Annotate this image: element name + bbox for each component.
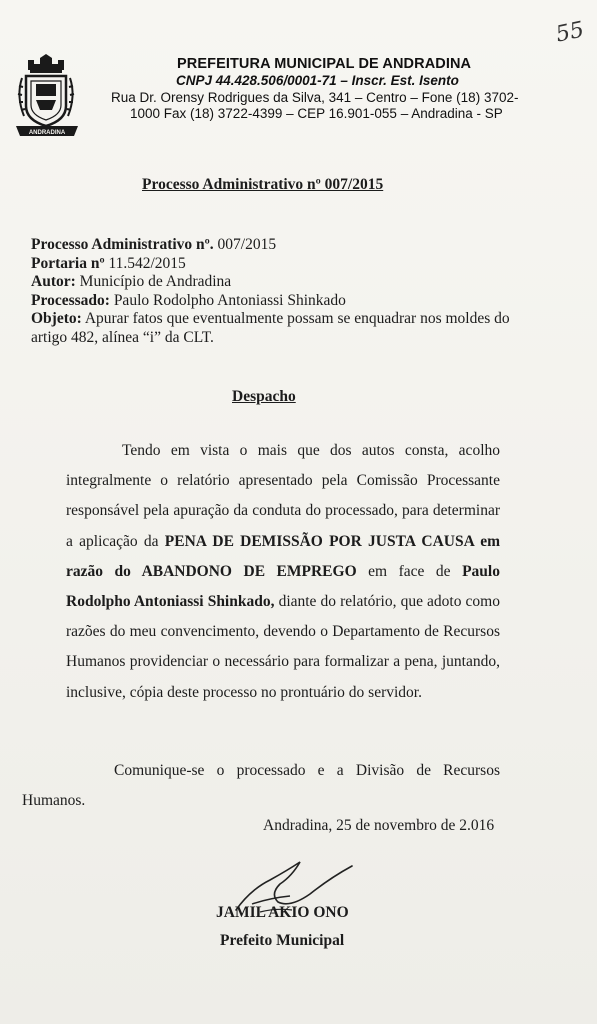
comunique-paragraph xyxy=(22,756,500,816)
header-address-line-1: Rua Dr. Orensy Rodrigues da Silva, 341 – Centro – Fone (18) 3702- xyxy=(111,90,519,105)
despacho-text-3: diante do relatório, que adoto como razões do meu convencimento, devendo o Departamento de Recursos Humanos providenciar o necessário para formalizar a pena, juntando, inclusive, cópia deste processo no prontuário do servidor. xyxy=(66,593,500,701)
meta-objeto-label: Objeto: xyxy=(31,310,82,328)
process-metadata xyxy=(31,236,511,348)
meta-processo xyxy=(31,236,511,255)
despacho-title: Despacho xyxy=(232,388,296,405)
meta-objeto xyxy=(31,310,511,347)
header-cnpj: CNPJ 44.428.506/0001-71 – Inscr. Est. Isento xyxy=(176,73,459,88)
comunique-text: Comunique-se o processado e a Divisão de Recursos Humanos. xyxy=(22,762,500,810)
despacho-bold-penalty: PENA DE DEMISSÃO POR JUSTA CAUSA em razão do ABANDONO DE EMPREGO xyxy=(66,532,500,580)
meta-portaria-label: Portaria nº xyxy=(31,254,105,272)
meta-processado-label: Processado: xyxy=(31,291,110,309)
despacho-text-2: em face de xyxy=(356,562,463,580)
date-line: Andradina, 25 de novembro de 2.016 xyxy=(263,817,495,834)
svg-text:ANDRADINA: ANDRADINA xyxy=(28,130,66,136)
despacho-body xyxy=(66,436,500,708)
header-address-line-2: 1000 Fax (18) 3722-4399 – CEP 16.901-055 – Andradina - SP xyxy=(130,106,503,121)
meta-processo-value: 007/2015 xyxy=(213,236,277,253)
signer-role: Prefeito Municipal xyxy=(220,932,345,949)
meta-autor xyxy=(31,273,511,292)
signer-name: JAMIL AKIO ONO xyxy=(216,904,349,921)
despacho-bold-name: Paulo Rodolpho Antoniassi Shinkado, xyxy=(66,562,500,611)
header-title: PREFEITURA MUNICIPAL DE ANDRADINA xyxy=(177,56,472,72)
meta-objeto-value: Apurar fatos que eventualmente possam se enquadrar nos moldes do artigo 482, alínea “i” da CLT. xyxy=(31,310,510,346)
meta-autor-value: Município de Andradina xyxy=(75,273,232,291)
page-number-handwritten: 55 xyxy=(553,17,587,48)
meta-processo-label: Processo Administrativo nº. xyxy=(31,236,214,253)
meta-portaria xyxy=(31,255,511,274)
document-title: Processo Administrativo nº 007/2015 xyxy=(142,176,384,193)
despacho-text-1: Tendo em vista o mais que dos autos consta, acolho integralmente o relatório apresentado pela Comissão Processante responsável pela apuração da conduta do processado, para determinar a aplicação da xyxy=(66,442,500,550)
meta-processado-value: Paulo Rodolpho Antoniassi Shinkado xyxy=(109,291,346,309)
meta-autor-label: Autor: xyxy=(31,273,76,291)
municipal-crest-icon xyxy=(14,52,80,140)
meta-processado xyxy=(31,292,511,311)
meta-portaria-value: 11.542/2015 xyxy=(104,254,186,272)
